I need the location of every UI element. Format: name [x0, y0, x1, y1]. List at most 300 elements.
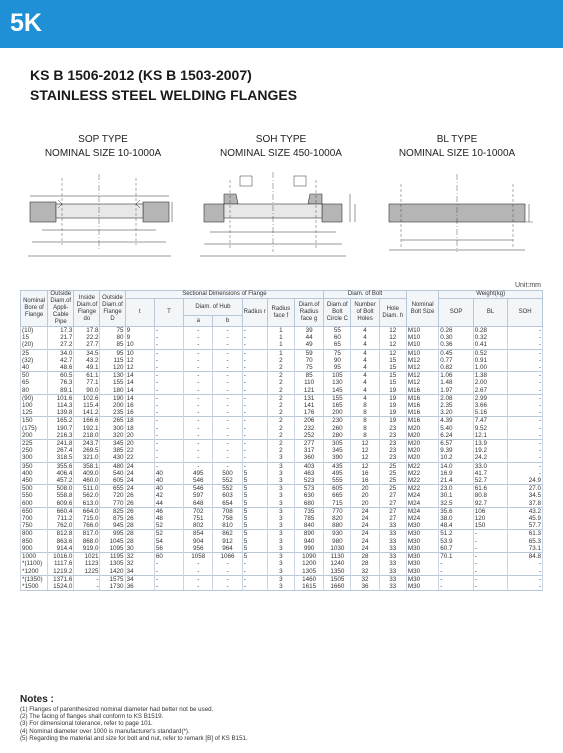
table-cell: M30: [406, 575, 438, 583]
table-cell: -: [154, 560, 183, 567]
table-cell: 36: [125, 583, 154, 591]
table-cell: 22: [125, 454, 154, 462]
table-cell: 235: [100, 409, 125, 417]
soh-flange-diagram: [200, 170, 360, 265]
table-cell: -: [154, 425, 183, 432]
table-cell: 27: [379, 500, 406, 508]
table-cell: 46: [154, 507, 183, 515]
table-cell: 5: [242, 470, 267, 477]
table-cell: 52: [154, 530, 183, 538]
table-cell: 4: [351, 357, 379, 364]
table-cell: -: [184, 387, 213, 395]
table-cell: 12: [351, 440, 379, 448]
table-cell: -: [184, 560, 213, 567]
table-cell: 1420: [100, 568, 125, 576]
table-cell: M12: [406, 379, 438, 386]
table-cell: 24: [125, 485, 154, 493]
table-cell: 1660: [324, 583, 351, 591]
table-cell: 24: [125, 477, 154, 485]
table-cell: -: [213, 425, 242, 432]
table-cell: 450: [21, 477, 48, 485]
table-cell: 40: [154, 470, 183, 477]
table-cell: -: [508, 409, 543, 417]
table-cell: 27: [379, 507, 406, 515]
table-row: [21, 372, 543, 380]
table-cell: 75: [324, 349, 351, 357]
table-cell: 80: [100, 334, 125, 341]
table-cell: 44: [294, 334, 323, 341]
table-cell: -: [508, 364, 543, 372]
table-cell: 8: [351, 402, 379, 409]
table-cell: 4: [351, 372, 379, 380]
table-cell: 0.45: [439, 349, 474, 357]
table-cell: 0.52: [473, 349, 508, 357]
table-cell: -: [242, 425, 267, 432]
col-radius-r: Radius r: [242, 299, 267, 327]
note-item: (5) Regarding the material and size for bolt and nut, refer to remark [B] of KS B151.: [20, 734, 248, 742]
table-cell: 166.6: [74, 417, 100, 425]
table-cell: 711.2: [48, 515, 74, 522]
table-cell: 3: [267, 553, 294, 561]
table-cell: *(1100): [21, 560, 48, 567]
table-cell: 1000: [21, 553, 48, 561]
table-cell: 269.5: [74, 447, 100, 454]
table-row: [21, 492, 543, 499]
table-cell: 409.0: [74, 470, 100, 477]
table-cell: 21.4: [439, 477, 474, 485]
table-cell: 16.9: [439, 470, 474, 477]
table-cell: -: [154, 568, 183, 576]
table-cell: 1371.6: [48, 575, 74, 583]
table-cell: 27.2: [48, 341, 74, 349]
table-row: [21, 357, 543, 364]
table-cell: 89.1: [48, 387, 74, 395]
col-bolt-circle: Diam.of Bolt Circle C: [324, 299, 351, 327]
table-cell: 995: [100, 530, 125, 538]
table-cell: 511.0: [74, 485, 100, 493]
unit-label: Unit:mm: [514, 282, 541, 289]
table-cell: -: [242, 409, 267, 417]
table-cell: 80.8: [473, 492, 508, 499]
table-cell: 770: [324, 507, 351, 515]
table-cell: 2.35: [439, 402, 474, 409]
table-cell: 785: [294, 515, 323, 522]
table-cell: 23: [379, 454, 406, 462]
table-cell: -: [213, 583, 242, 591]
table-cell: 155: [100, 379, 125, 386]
table-cell: 600: [21, 500, 48, 508]
col-inside-flange: Inside Diam.of Flange do: [74, 291, 100, 327]
table-cell: 317: [294, 447, 323, 454]
table-cell: 5.40: [439, 425, 474, 432]
table-cell: 192.1: [74, 425, 100, 432]
table-cell: 65.3: [508, 538, 543, 545]
table-cell: 3: [267, 462, 294, 470]
table-cell: -: [242, 364, 267, 372]
table-cell: 523: [294, 477, 323, 485]
table-cell: 5: [242, 500, 267, 508]
table-cell: 26: [125, 507, 154, 515]
table-cell: 26: [125, 515, 154, 522]
table-cell: 24: [125, 462, 154, 470]
table-cell: -: [242, 402, 267, 409]
table-cell: 33: [379, 560, 406, 567]
table-cell: 613.0: [74, 500, 100, 508]
table-cell: -: [213, 568, 242, 576]
table-cell: 358.1: [74, 462, 100, 470]
table-cell: 25: [379, 477, 406, 485]
table-cell: 145: [324, 387, 351, 395]
table-cell: 20: [125, 432, 154, 440]
table-cell: 49: [294, 341, 323, 349]
table-cell: -: [242, 432, 267, 440]
table-cell: 2: [267, 387, 294, 395]
table-cell: -: [508, 402, 543, 409]
table-cell: -: [242, 387, 267, 395]
table-cell: 573: [294, 485, 323, 493]
table-cell: 114.3: [48, 402, 74, 409]
table-cell: 648: [184, 500, 213, 508]
table-cell: 1: [267, 334, 294, 341]
table-cell: M30: [406, 530, 438, 538]
table-cell: *(1350): [21, 575, 48, 583]
table-cell: 190.7: [48, 425, 74, 432]
table-cell: 16: [125, 409, 154, 417]
table-cell: 25: [379, 462, 406, 470]
table-cell: 95: [100, 349, 125, 357]
table-row: [21, 462, 543, 470]
table-row: [21, 454, 543, 462]
table-cell: -: [213, 394, 242, 402]
table-cell: 1505: [324, 575, 351, 583]
table-cell: 65: [21, 379, 48, 386]
table-cell: 105: [324, 372, 351, 380]
table-cell: -: [154, 447, 183, 454]
table-cell: M30: [406, 583, 438, 591]
table-row: [21, 402, 543, 409]
table-cell: -: [242, 583, 267, 591]
table-cell: -: [508, 560, 543, 567]
table-cell: 14: [125, 372, 154, 380]
table-cell: 930: [324, 530, 351, 538]
table-cell: -: [154, 364, 183, 372]
table-cell: 280: [324, 432, 351, 440]
table-cell: 3: [267, 477, 294, 485]
table-cell: 880: [324, 522, 351, 530]
table-cell: 40: [21, 364, 48, 372]
table-cell: 919.0: [74, 545, 100, 553]
table-cell: 165: [324, 402, 351, 409]
table-cell: 3: [267, 485, 294, 493]
table-cell: 10: [125, 349, 154, 357]
table-cell: 2.67: [473, 387, 508, 395]
table-cell: 463: [294, 470, 323, 477]
table-cell: 5.16: [473, 409, 508, 417]
table-cell: 766.0: [74, 522, 100, 530]
table-cell: 17.8: [74, 327, 100, 335]
table-cell: 802: [184, 522, 213, 530]
table-cell: -: [154, 409, 183, 417]
table-cell: 1575: [100, 575, 125, 583]
table-cell: 2.99: [473, 394, 508, 402]
table-cell: -: [154, 462, 183, 470]
table-cell: 30: [125, 545, 154, 553]
table-cell: -: [508, 583, 543, 591]
table-cell: 2: [267, 447, 294, 454]
table-cell: M22: [406, 462, 438, 470]
table-cell: 52.7: [473, 477, 508, 485]
table-cell: 650: [21, 507, 48, 515]
table-cell: 232: [294, 425, 323, 432]
table-cell: M20: [406, 447, 438, 454]
table-cell: 17.3: [48, 327, 74, 335]
header-bar: [0, 0, 563, 48]
table-cell: 1066: [213, 553, 242, 561]
table-cell: 190: [100, 394, 125, 402]
table-cell: 904: [184, 538, 213, 545]
table-cell: 702: [184, 507, 213, 515]
table-cell: 630: [294, 492, 323, 499]
table-cell: -: [473, 538, 508, 545]
table-cell: -: [184, 454, 213, 462]
table-cell: 75: [294, 364, 323, 372]
table-cell: 25: [21, 349, 48, 357]
table-cell: 53.9: [439, 538, 474, 545]
table-cell: 3.66: [473, 402, 508, 409]
table-cell: 15: [379, 379, 406, 386]
table-cell: 0.77: [439, 357, 474, 364]
table-cell: 609.6: [48, 500, 74, 508]
table-row: [21, 387, 543, 395]
table-cell: 1: [267, 327, 294, 335]
table-cell: -: [508, 568, 543, 576]
table-cell: -: [184, 583, 213, 591]
table-cell: 252: [294, 432, 323, 440]
table-cell: M16: [406, 387, 438, 395]
table-cell: 75: [100, 327, 125, 335]
table-cell: (32): [21, 357, 48, 364]
table-cell: -: [184, 372, 213, 380]
table-cell: 65: [324, 341, 351, 349]
table-cell: 762.0: [48, 522, 74, 530]
table-cell: 655: [100, 485, 125, 493]
table-cell: 430: [100, 454, 125, 462]
table-cell: -: [508, 327, 543, 335]
table-cell: M12: [406, 357, 438, 364]
table-cell: -: [242, 394, 267, 402]
table-cell: 50: [21, 372, 48, 380]
table-cell: -: [242, 560, 267, 567]
table-cell: 0.41: [473, 341, 508, 349]
table-cell: 3: [267, 454, 294, 462]
table-cell: 546: [184, 477, 213, 485]
table-cell: 80: [21, 387, 48, 395]
table-cell: 9.39: [439, 447, 474, 454]
col-nominal-bore: Nominal Bore of Flange: [21, 291, 48, 327]
table-cell: 12: [351, 454, 379, 462]
table-cell: -: [154, 357, 183, 364]
table-cell: 403: [294, 462, 323, 470]
table-row: [21, 327, 543, 335]
table-cell: 5: [242, 553, 267, 561]
table-cell: -: [508, 394, 543, 402]
table-cell: -: [184, 432, 213, 440]
table-cell: M22: [406, 485, 438, 493]
table-cell: M20: [406, 425, 438, 432]
table-cell: 41.7: [473, 470, 508, 477]
table-cell: 32: [351, 575, 379, 583]
table-cell: -: [154, 379, 183, 386]
table-cell: 12: [125, 364, 154, 372]
table-cell: M10: [406, 349, 438, 357]
table-cell: -: [213, 379, 242, 386]
table-cell: M30: [406, 560, 438, 567]
table-cell: -: [508, 417, 543, 425]
table-cell: 605: [324, 485, 351, 493]
table-cell: 700: [21, 515, 48, 522]
table-cell: 20: [125, 440, 154, 448]
table-cell: 4: [351, 341, 379, 349]
table-cell: 4: [351, 334, 379, 341]
table-row: [21, 485, 543, 493]
table-cell: 3: [267, 575, 294, 583]
table-cell: 300: [21, 454, 48, 462]
table-cell: 95: [324, 364, 351, 372]
table-cell: -: [242, 447, 267, 454]
table-cell: 28: [125, 530, 154, 538]
table-cell: M22: [406, 477, 438, 485]
table-cell: 16: [351, 470, 379, 477]
table-cell: -: [154, 402, 183, 409]
table-cell: 23: [379, 447, 406, 454]
table-cell: -: [154, 387, 183, 395]
table-cell: 820: [324, 515, 351, 522]
table-row: [21, 553, 543, 561]
table-cell: 28: [351, 553, 379, 561]
product-title: STAINLESS STEEL WELDING FLANGES: [30, 87, 298, 103]
table-cell: 15: [379, 364, 406, 372]
table-cell: 90: [324, 357, 351, 364]
table-cell: 3: [267, 507, 294, 515]
table-cell: 0.26: [439, 327, 474, 335]
table-cell: 810: [213, 522, 242, 530]
table-cell: 19: [379, 394, 406, 402]
table-row: [21, 425, 543, 432]
soh-type-label: SOH TYPE NOMINAL SIZE 450-1000A: [220, 134, 342, 159]
table-cell: 1.48: [439, 379, 474, 386]
bl-type-label: BL TYPE NOMINAL SIZE 10-1000A: [398, 134, 516, 159]
table-cell: 6.24: [439, 432, 474, 440]
table-cell: -: [242, 440, 267, 448]
table-cell: 141.2: [74, 409, 100, 417]
table-cell: 555: [324, 477, 351, 485]
table-cell: 267.4: [48, 447, 74, 454]
table-cell: M12: [406, 372, 438, 380]
table-cell: 4: [351, 364, 379, 372]
col-group-bolt: Diam. of Bolt: [324, 291, 407, 299]
table-cell: 176: [294, 409, 323, 417]
table-cell: 39: [294, 327, 323, 335]
table-cell: 540: [100, 470, 125, 477]
table-cell: M30: [406, 568, 438, 576]
table-cell: 8: [351, 432, 379, 440]
table-cell: 914.4: [48, 545, 74, 553]
col-bolt-num: Number of Bolt Holes: [351, 299, 379, 327]
table-cell: -: [184, 409, 213, 417]
table-cell: -: [154, 394, 183, 402]
table-cell: -: [213, 364, 242, 372]
table-cell: 8: [351, 409, 379, 417]
table-cell: 15: [21, 334, 48, 341]
table-cell: 60.5: [48, 372, 74, 380]
table-cell: 61.6: [473, 485, 508, 493]
table-cell: 28: [125, 538, 154, 545]
table-cell: 9.52: [473, 425, 508, 432]
table-cell: M22: [406, 470, 438, 477]
table-cell: 1.06: [439, 372, 474, 380]
table-cell: 603: [213, 492, 242, 499]
table-cell: 1200: [294, 560, 323, 567]
table-cell: 854: [184, 530, 213, 538]
note-item: (1) Flanges of parenthesized nominal diameter had better not be used.: [20, 706, 214, 713]
table-cell: 3: [267, 470, 294, 477]
table-cell: 940: [294, 538, 323, 545]
table-cell: 3: [267, 583, 294, 591]
table-cell: 318.5: [48, 454, 74, 462]
table-row: [21, 341, 543, 349]
table-cell: -: [242, 334, 267, 341]
table-cell: 165.2: [48, 417, 74, 425]
table-cell: 101.6: [48, 394, 74, 402]
table-cell: -: [242, 568, 267, 576]
table-cell: 1: [267, 349, 294, 357]
table-row: [21, 477, 543, 485]
table-cell: 15: [379, 372, 406, 380]
table-cell: 0.30: [439, 334, 474, 341]
standard-title: KS B 1506-2012 (KS B 1503-2007): [30, 67, 252, 83]
table-cell: 1058: [184, 553, 213, 561]
table-cell: 500: [21, 485, 48, 493]
table-cell: M10: [406, 334, 438, 341]
table-cell: -: [213, 334, 242, 341]
table-cell: 5: [242, 477, 267, 485]
table-cell: -: [184, 327, 213, 335]
table-cell: 1130: [324, 553, 351, 561]
table-cell: -: [508, 341, 543, 349]
table-cell: -: [242, 349, 267, 357]
table-cell: 956: [184, 545, 213, 553]
table-cell: 435: [324, 462, 351, 470]
table-cell: 125: [21, 409, 48, 417]
table-cell: M30: [406, 553, 438, 561]
table-cell: M10: [406, 327, 438, 335]
table-row: [21, 515, 543, 522]
table-cell: 5: [242, 515, 267, 522]
table-cell: 24: [351, 545, 379, 553]
table-cell: 4: [351, 387, 379, 395]
table-cell: 120: [473, 515, 508, 522]
table-cell: 3: [267, 492, 294, 499]
table-cell: 27.7: [74, 341, 100, 349]
table-cell: 43.2: [74, 357, 100, 364]
table-row: [21, 560, 543, 567]
table-cell: 964: [213, 545, 242, 553]
table-cell: 2: [267, 402, 294, 409]
col-diam-face: Diam.of Radius face g: [294, 299, 323, 327]
table-cell: (10): [21, 327, 48, 335]
table-cell: 20: [351, 500, 379, 508]
table-cell: 12: [379, 334, 406, 341]
